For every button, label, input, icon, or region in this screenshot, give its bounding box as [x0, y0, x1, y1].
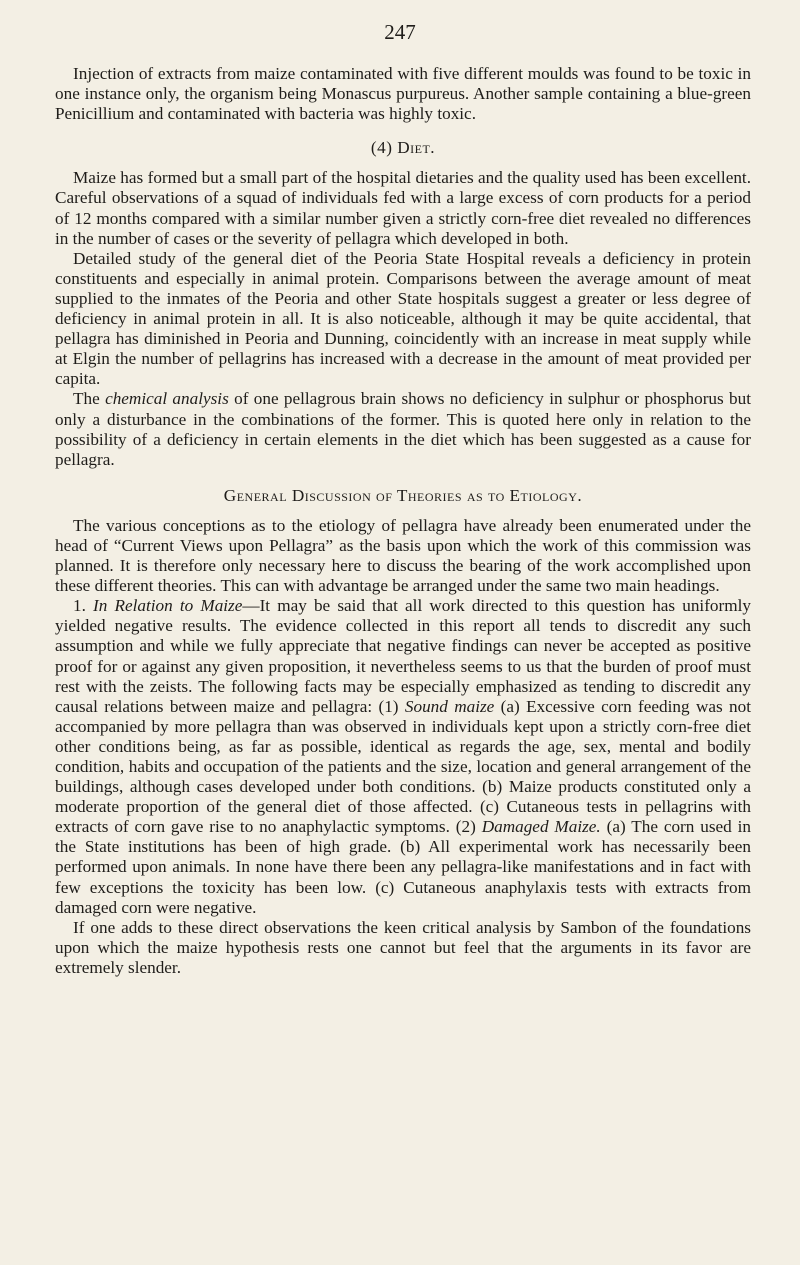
maize-text-a: —It may be said that all work directed to this question has uniformly yielded negative results. The evidence collected in this report all tends to discredit any such assumption and while we fully appreciate that negative findings can never be accepted as positive proof for or against any given proposition, it nevertheless seems to us that the burden of proof must rest with the zeists. The following facts may be especially emphasized as tending to discredit any causal relations between maize and pellagra: (1) — [55, 596, 751, 716]
diet-p3-pre: The — [73, 389, 106, 409]
general-paragraph-1: The various conceptions as to the etiology of pellagra have already been enumerated under the head of “Current Views upon Pellagra” as the basis upon which the work of this commission was planned. It is therefore only necessary here to discuss the bearing of the work accomplished upon these different theories. This can with advantage be arranged under the same two main headings. — [55, 515, 751, 596]
diet-paragraph-3 — [55, 389, 751, 469]
diet-heading: (4) Diet. — [370, 138, 436, 158]
maize-text-b: (a) Excessive corn feeding was not accompanied by more pellagra than was observed in individuals kept upon a strictly corn-free diet other conditions being, as far as possible, identical as regards the age, sex, mental and bodily condition, habits and occupation of the patients and the size, location and general arrangement of the buildings, although cases developed under both conditions. (b) Maize products constituted only a moderate proportion of the general diet of those affected. (c) Cutaneous tests in pellagrins with extracts of corn gave rise to no anaphylactic symptoms. (2) — [55, 696, 751, 837]
page-number: 247 — [384, 20, 416, 44]
diet-p3-post: of one pellagrous brain shows no deficiency in sulphur or phosphorus but only a disturbance in the combinations of the former. This is quoted here only in relation to the possibility of a deficiency in certain elements in the diet which has been suggested as a cause for pellagra. — [55, 389, 752, 469]
maize-emphasis-2: Sound maize — [404, 696, 495, 716]
diet-paragraph-2: Detailed study of the general diet of the Peoria State Hospital reveals a deficiency in protein constituents and especially in animal protein. Comparisons between the average amount of meat supplied to the inmates of the Peoria and other State hospitals suggest a greater or less degree of deficiency in animal protein in all. It is also noticeable, although it may be quite accidental, that pellagra has diminished in Peoria and Dunning, coincidently with an increase in meat supply while at Elgin the number of pellagrins has increased with a decrease in the amount of meat provided per capita. — [55, 248, 751, 389]
general-discussion-heading: General Discussion of Theories as to Etiology. — [223, 485, 583, 505]
diet-p3-emphasis: chemical analysis — [105, 389, 229, 409]
maize-emphasis-3: Damaged Maize. — [481, 817, 601, 837]
maize-paragraph — [55, 596, 751, 918]
diet-paragraph-1: Maize has formed but a small part of the hospital dietaries and the quality used has been excellent. Careful observations of a squad of individuals fed with a large excess of corn products for a period of 12 months compared with a similar number given a strictly corn-free diet revealed no differences in the number of cases or the severity of pellagra which developed in both. — [55, 168, 751, 248]
final-paragraph: If one adds to these direct observations the keen critical analysis by Sambon of the foundations upon which the maize hypothesis rests one cannot but feel that the arguments in its favor are extremely slender. — [55, 917, 751, 977]
maize-lead: 1. — [73, 596, 94, 616]
maize-text-c: (a) The corn used in the State institutions has been of high grade. (b) All experimental work has necessarily been performed upon animals. In none have there been any pellagra-like manifestations and in fact with few exceptions the toxicity has been low. (c) Cutaneous anaphylaxis tests with extracts from damaged corn were negative. — [55, 817, 751, 917]
maize-emphasis-1: In Relation to Maize — [93, 596, 243, 616]
intro-paragraph: Injection of extracts from maize contaminated with five different moulds was found to be toxic in one instance only, the organism being Monascus purpureus. Another sample containing a blue-green Penicillium and contaminated with bacteria was highly toxic. — [55, 64, 751, 124]
body-text — [55, 64, 751, 978]
